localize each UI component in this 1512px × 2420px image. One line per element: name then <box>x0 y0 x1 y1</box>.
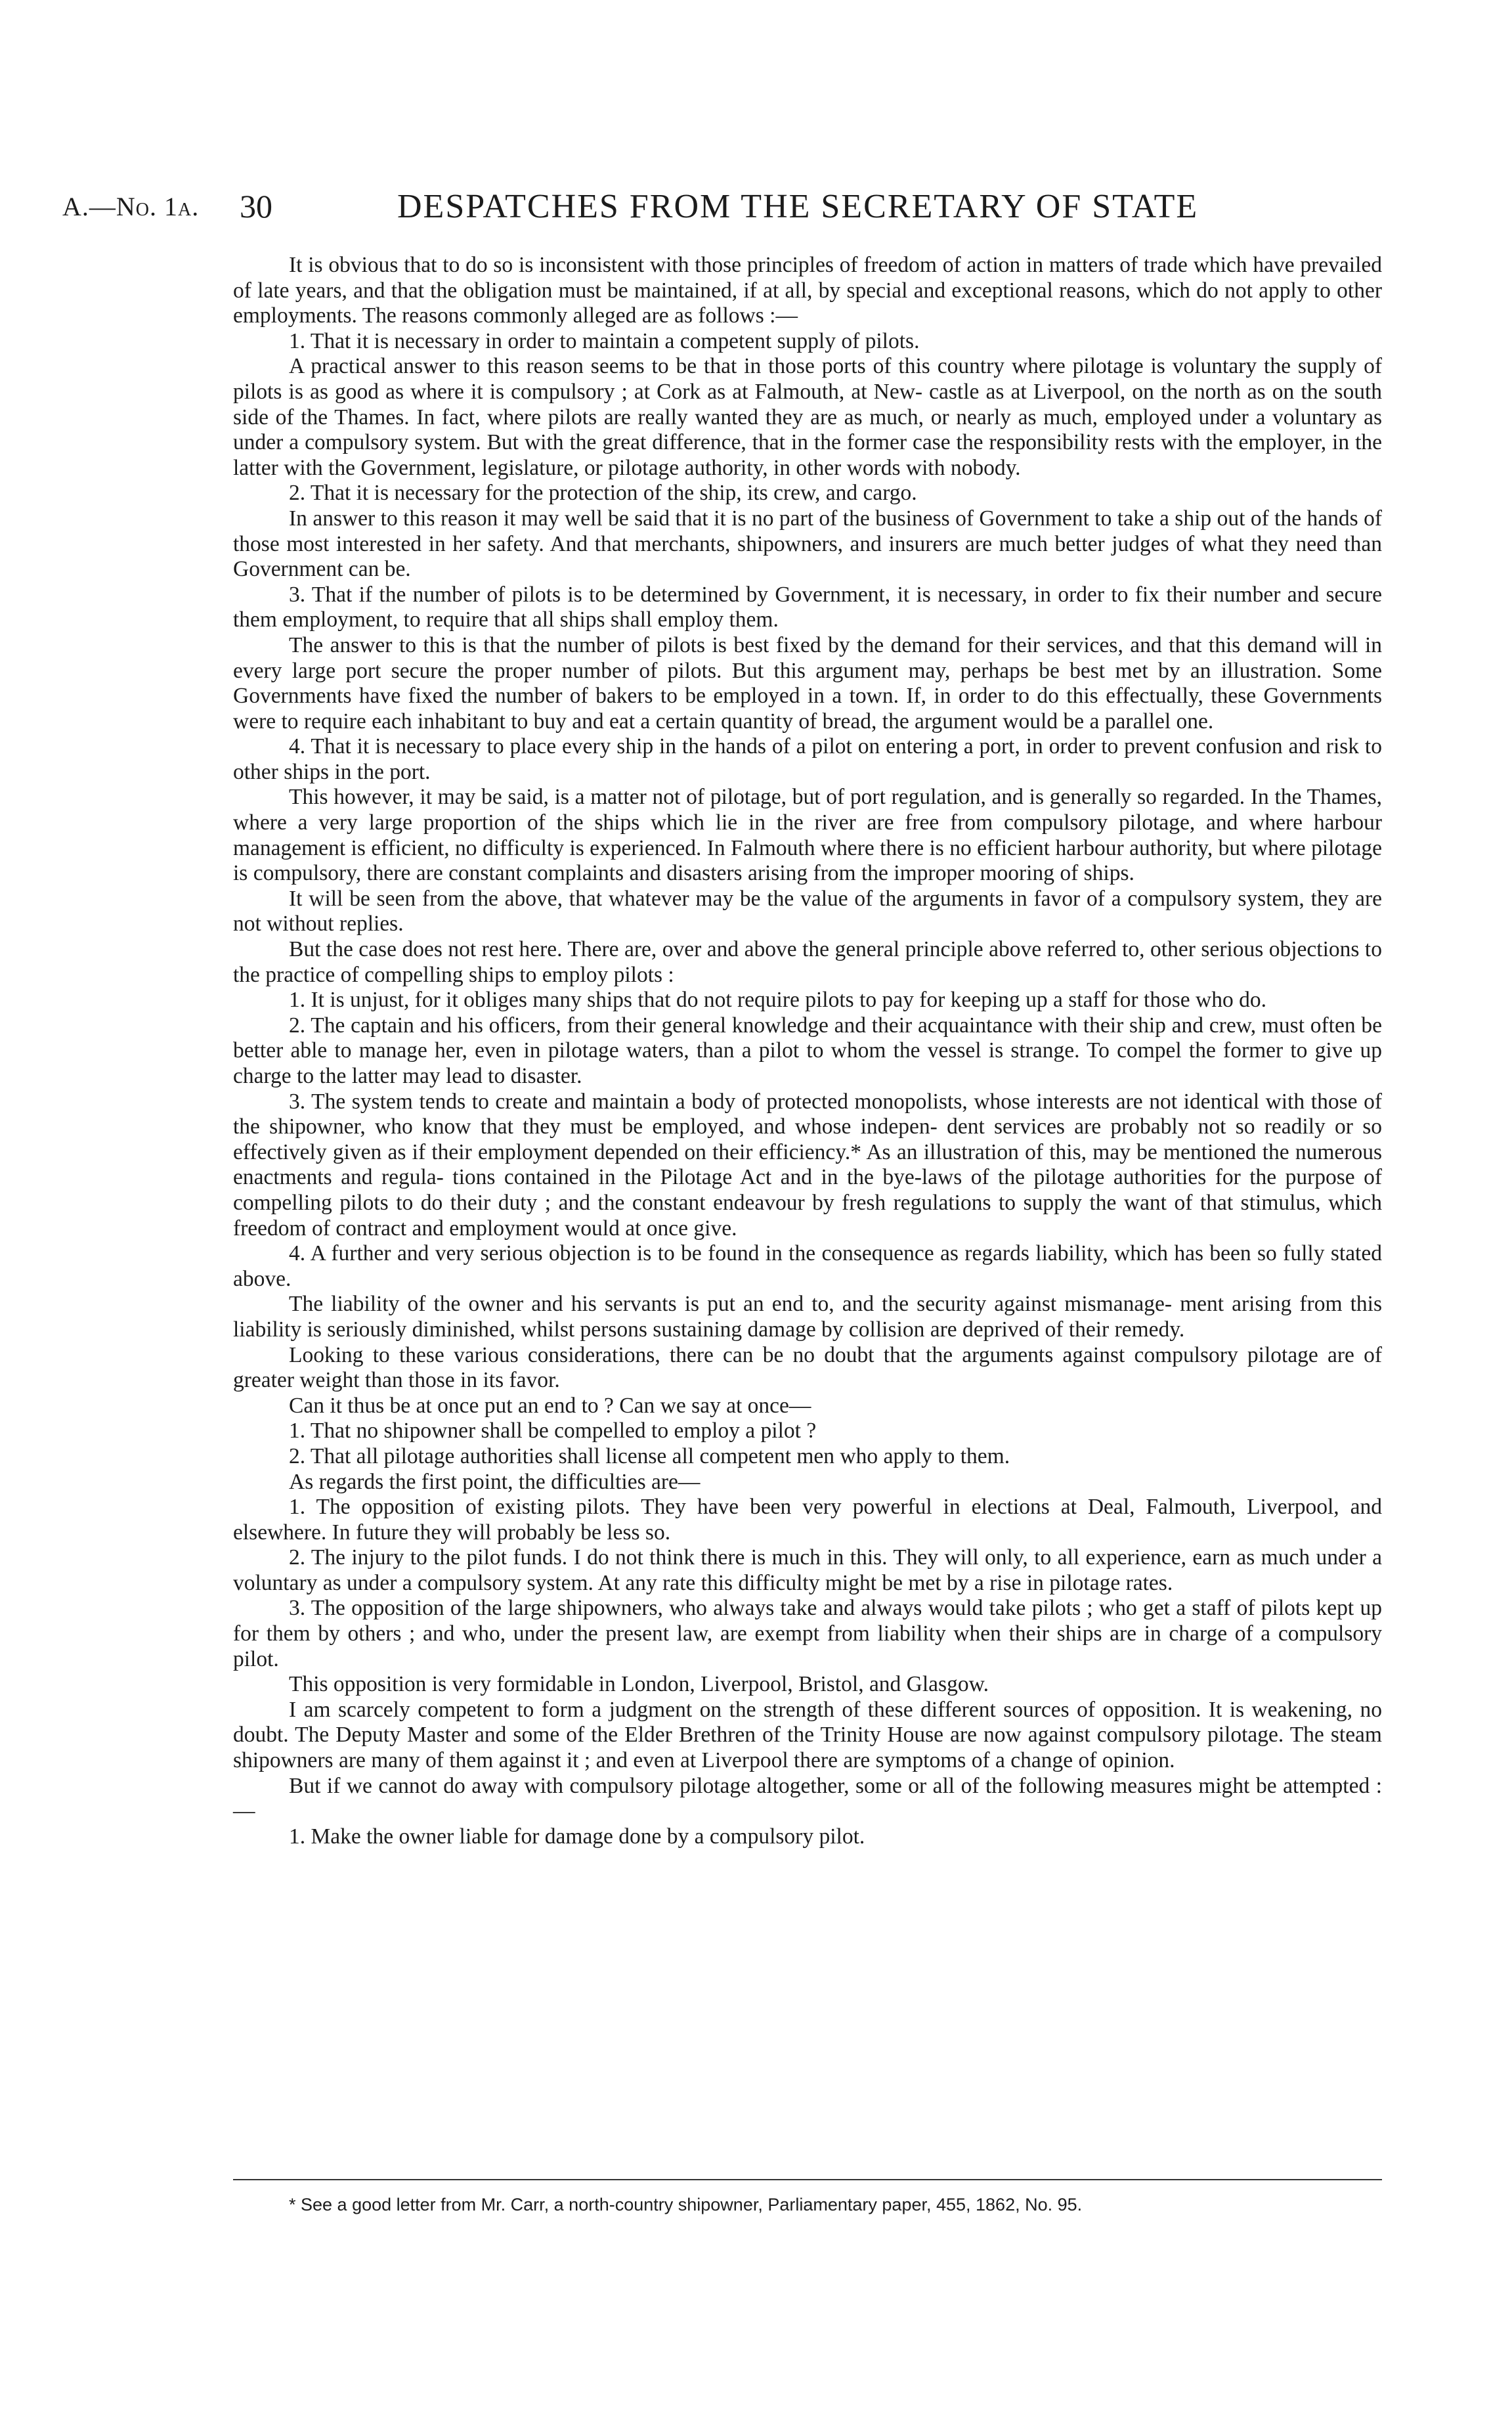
paragraph: 1. It is unjust, for it obliges many ships that do not require pilots to pay for keeping up a staff for those who do. <box>289 988 1266 1013</box>
paragraph: But the case does not rest here. There are, over and above the general principle above referred to, other serious objections to the practice of compelling ships to employ pilots : <box>233 937 1382 987</box>
paragraph: 1. Make the owner liable for damage done by a compulsory pilot. <box>289 1824 865 1849</box>
footnote-divider <box>233 2179 1382 2180</box>
paragraph: In answer to this reason it may well be said that it is no part of the business of Government to take a ship out of the hands of those most interested in her safety. And that merchants, shipowners, and insurers are much better judges of what they need than Government can be. <box>233 506 1382 582</box>
paragraph: 2. That all pilotage authorities shall license all competent men who apply to them. <box>289 1443 1010 1468</box>
paragraph: It is obvious that to do so is inconsistent with those principles of freedom of action in matters of trade which have prevailed of late years, and that the obligation must be maintained, if at all, by special and exceptional reasons, which do not apply to other employments. The reasons commonly alleged are as follows :— <box>233 253 1382 328</box>
paragraph: This opposition is very formidable in London, Liverpool, Bristol, and Glasgow. <box>289 1672 989 1697</box>
paragraph: 1. That no shipowner shall be compelled to employ a pilot ? <box>289 1419 817 1443</box>
paragraph: 2. The captain and his officers, from their general knowledge and their acquaintance with their ship and crew, must often be better able to manage her, even in pilotage waters, than a pilot to whom the vessel is strange. To compel the former to give up charge to the latter may lead to disaster. <box>233 1013 1382 1088</box>
page-number: 30 <box>240 188 272 225</box>
paragraph: 2. The injury to the pilot funds. I do not think there is much in this. They will only, to all experience, earn as much under a voluntary as under a compulsory system. At any rate this difficulty might be met by a rise in pilotage rates. <box>233 1545 1382 1595</box>
running-title: DESPATCHES FROM THE SECRETARY OF STATE <box>397 188 1199 225</box>
page-header <box>62 187 1408 227</box>
paragraph: Looking to these various considerations, there can be no doubt that the arguments against compulsory pilotage are of greater weight than those in its favor. <box>233 1342 1382 1393</box>
paragraph: It will be seen from the above, that whatever may be the value of the arguments in favor of a compulsory system, they are not without replies. <box>233 886 1382 936</box>
paragraph: 3. The opposition of the large shipowners, who always take and always would take pilots ; who get a staff of pilots kept up for them by others ; and who, under the present law, are exempt from liability when their ships are in charge of a compulsory pilot. <box>233 1596 1382 1671</box>
paragraph: 2. That it is necessary for the protection of the ship, its crew, and cargo. <box>289 481 917 506</box>
paragraph: I am scarcely competent to form a judgment on the strength of these different sources of opposition. It is weakening, no doubt. The Deputy Master and some of the Elder Brethren of the Trinity House are now against compulsory pilotage. The steam shipowners are many of them against it ; and even at Liverpool there are symptoms of a change of opinion. <box>233 1697 1382 1773</box>
paragraph: A practical answer to this reason seems to be that in those ports of this country where pilotage is voluntary the supply of pilots is as good as where it is compulsory ; at Cork as at Falmouth, at New- castle as at Liverpool, on the north as on the south side of the Thames. In fact, where pilots are really wanted they are as much, or nearly as much, employed under a voluntary as under a compulsory system. But with the great difference, that in the former case the responsibility rests with the employer, in the latter with the Government, legislature, or pilotage authority, in other words with nobody. <box>233 354 1382 480</box>
paragraph: But if we cannot do away with compulsory pilotage altogether, some or all of the following measures might be attempted :— <box>233 1773 1382 1824</box>
paragraph: This however, it may be said, is a matter not of pilotage, but of port regulation, and is generally so regarded. In the Thames, where a very large proportion of the ships which lie in the river are free from compulsory pilotage, and where harbour management is efficient, no difficulty is experienced. In Falmouth where there is no efficient harbour authority, but where pilotage is compulsory, there are constant complaints and disasters arising from the improper mooring of ships. <box>233 785 1382 886</box>
paragraph: 1. The opposition of existing pilots. They have been very powerful in elections at Deal, Falmouth, Liverpool, and elsewhere. In future they will probably be less so. <box>233 1495 1382 1545</box>
paragraph: 4. A further and very serious objection is to be found in the consequence as regards liability, which has been so fully stated above. <box>233 1241 1382 1291</box>
paragraph: 3. That if the number of pilots is to be determined by Government, it is necessary, in order to fix their number and secure them employment, to require that all ships shall employ them. <box>233 582 1382 632</box>
document-reference: A.—No. 1a. <box>62 192 200 221</box>
paragraph: 4. That it is necessary to place every ship in the hands of a pilot on entering a port, in order to prevent confusion and risk to other ships in the port. <box>233 734 1382 784</box>
footnote: * See a good letter from Mr. Carr, a north-country shipowner, Parliamentary paper, 455, 1862, No. 95. <box>289 2195 1083 2214</box>
paragraph: As regards the first point, the difficulties are— <box>289 1469 701 1494</box>
paragraph: 3. The system tends to create and maintain a body of protected monopolists, whose interests are not identical with those of the shipowner, who know that they must be employed, and whose indepen- dent services are probably not so readily or so effectively given as if their employment depended on their efficiency.* As an illustration of this, may be mentioned the numerous enactments and regula- tions contained in the Pilotage Act and in the bye-laws of the pilotage authorities for the purpose of compelling pilots to do their duty ; and the constant endeavour by fresh regulations to supply the want of that stimulus, which freedom of contract and employment would at once give. <box>233 1089 1382 1241</box>
paragraph: Can it thus be at once put an end to ? Can we say at once— <box>289 1393 811 1418</box>
paragraph: The answer to this is that the number of pilots is best fixed by the demand for their services, and that this demand will in every large port secure the proper number of pilots. But this argument may, perhaps be best met by an illustration. Some Governments have fixed the number of bakers to be employed in a town. If, in order to do this effectually, these Governments were to require each inhabitant to buy and eat a certain quantity of bread, the argument would be a parallel one. <box>233 632 1382 734</box>
paragraph: The liability of the owner and his servants is put an end to, and the security against mismanage- ment arising from this liability is seriously diminished, whilst persons sustaining damage by collision are deprived of their remedy. <box>233 1292 1382 1342</box>
paragraph: 1. That it is necessary in order to maintain a competent supply of pilots. <box>289 328 920 353</box>
body-text <box>233 253 1382 1849</box>
